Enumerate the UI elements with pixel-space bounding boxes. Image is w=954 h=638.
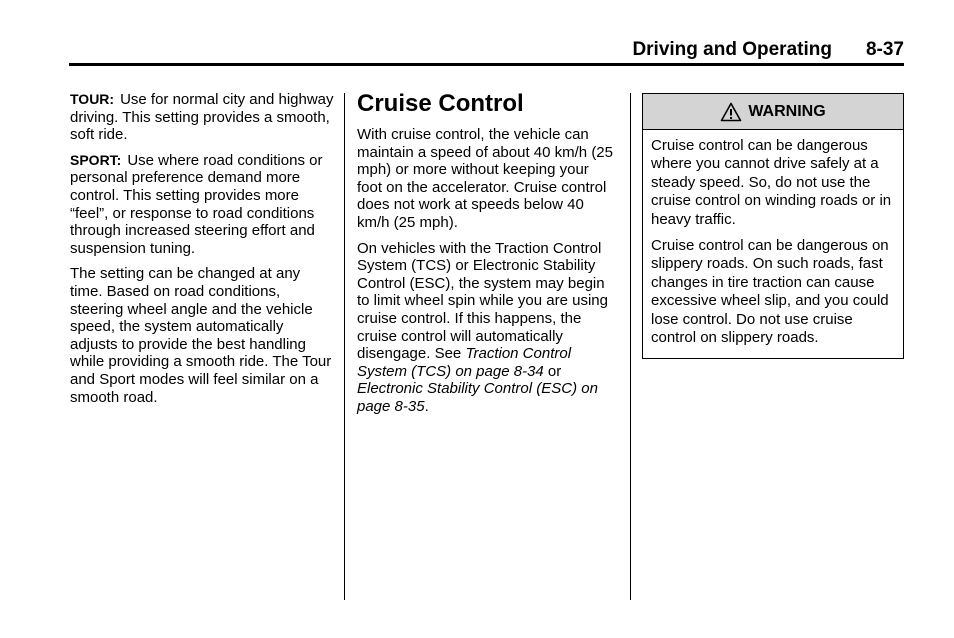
warning-header xyxy=(643,94,903,130)
sport-paragraph xyxy=(70,152,335,258)
warning-paragraph: Cruise control can be dangerous on slippery roads. On such roads, fast changes in tire traction can cause excessive wheel slip, and you could lose control. Do not use cruise control on slippery roads. xyxy=(651,237,889,347)
tour-paragraph xyxy=(70,91,335,144)
cruise-tcs-text: On vehicles with the Traction Control System (TCS) or Electronic Stability Control (ESC), the system may begin to limit wheel spin while you are using cruise control. If this happens, the cruise control will automatically disengage. See xyxy=(357,239,608,363)
esc-reference-link[interactable]: Electronic Stability Control (ESC) on page 8-35 xyxy=(357,380,598,415)
section-title: Driving and Operating xyxy=(632,39,832,60)
page-number: 8-37 xyxy=(865,39,904,60)
header-rule xyxy=(69,63,904,66)
cruise-intro-paragraph: With cruise control, the vehicle can maintain a speed of about 40 km/h (25 mph) or more without keeping your foot on the accelerator. Cruise control does not work at speeds below 40 km/h (25 mph). xyxy=(357,126,613,231)
tour-label: TOUR: xyxy=(70,91,115,107)
column-left xyxy=(70,91,335,414)
sentence-end: . xyxy=(424,397,429,415)
tcs-reference-link[interactable]: Traction Control System (TCS) on page 8-34 xyxy=(357,345,572,380)
tour-text: Use for normal city and highway driving. This setting provides a smooth, soft ride. xyxy=(70,91,334,144)
warning-box xyxy=(642,93,904,359)
warning-paragraph: Cruise control can be dangerous where you cannot drive safely at a steady speed. So, do not use the cruise control on winding roads or in heavy traffic. xyxy=(651,137,892,228)
column-divider xyxy=(344,93,345,600)
warning-body xyxy=(643,130,903,358)
column-middle xyxy=(357,91,614,424)
setting-paragraph: The setting can be changed at any time. Based on road conditions, steering wheel angle and the vehicle speed, the system automatically adjusts to provide the best handling while providing a smooth ride. The Tour and Sport modes will feel similar on a smooth road. xyxy=(70,265,332,406)
sport-text: Use where road conditions or personal preference demand more control. This setting provides more “feel”, or response to road conditions through increased steering effort and suspension tuning. xyxy=(70,151,323,257)
warning-triangle-icon xyxy=(720,102,742,122)
sport-label: SPORT: xyxy=(70,151,122,168)
column-right xyxy=(642,93,904,359)
page-header xyxy=(560,38,904,62)
warning-title: WARNING xyxy=(748,102,826,120)
or-text: or xyxy=(547,362,562,380)
cruise-tcs-paragraph xyxy=(357,240,614,416)
column-divider xyxy=(630,93,631,600)
section-heading: Cruise Control xyxy=(357,90,524,117)
